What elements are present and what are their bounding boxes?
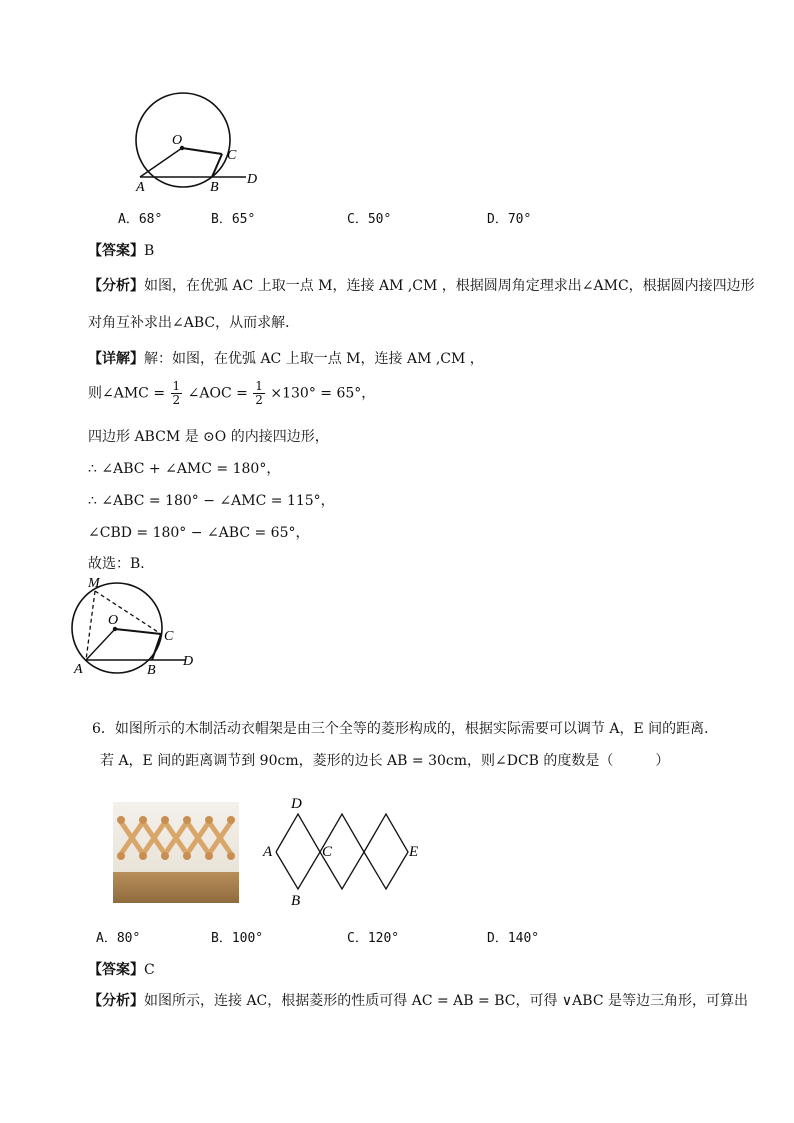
- q5-analysis-line2: 对角互补求出∠ABC，从而求解．: [88, 315, 300, 331]
- q5-option-d: D．70°: [487, 212, 532, 227]
- label-A: A: [136, 180, 145, 195]
- label-C: C: [322, 844, 333, 860]
- q5-detail-line: [88, 348, 484, 368]
- label-B: B: [291, 893, 301, 909]
- q5-answer-row: [88, 240, 154, 260]
- q5-option-c: C．50°: [347, 212, 392, 227]
- label-B: B: [210, 180, 219, 195]
- detail-tag: 【详解】: [88, 351, 144, 367]
- answer-tag: 【答案】: [88, 243, 144, 259]
- step1-mid: ∠AOC =: [187, 385, 248, 402]
- q6-analysis-line1: [88, 990, 748, 1010]
- q5-conclusion: 故选：B．: [88, 556, 155, 572]
- label-O: O: [172, 133, 183, 148]
- coat-rack-photo: [113, 802, 239, 903]
- answer-value: C: [144, 962, 155, 978]
- q6-stem-line2: 若 A，E 间的距离调节到 90cm，菱形的边长 AB = 30cm，则∠DCB 的度数是（ ）: [100, 753, 670, 769]
- answer-value: B: [144, 243, 155, 259]
- circle-figure-1: [126, 90, 276, 200]
- label-D: D: [183, 654, 194, 669]
- q5-option-a: A．68°: [118, 212, 163, 227]
- fraction-half-2: $\frac{1}{2}$: [255, 379, 263, 407]
- analysis-text-1: 如图，在优弧 AC 上取一点 M，连接 AM ,CM ，根据圆周角定理求出∠AMC，根据圆内接四边形: [144, 278, 755, 294]
- step1-post: ×130° = 65°，: [270, 385, 376, 402]
- label-C: C: [227, 148, 237, 163]
- analysis-text-1: 如图所示，连接 AC，根据菱形的性质可得 AC = AB = BC，可得 ∨ABC 是等边三角形，可算出: [144, 993, 748, 1009]
- label-O: O: [108, 613, 119, 628]
- answer-tag: 【答案】: [88, 962, 144, 978]
- analysis-tag: 【分析】: [88, 278, 144, 294]
- rhombus-diagram: [258, 792, 428, 912]
- q6-option-a: A．80°: [96, 931, 141, 946]
- q5-step4: ∴ ∠ABC = 180° − ∠AMC = 115°，: [88, 493, 335, 509]
- label-A: A: [263, 844, 273, 860]
- q5-step5: ∠CBD = 180° − ∠ABC = 65°，: [88, 525, 310, 541]
- label-M: M: [88, 576, 100, 591]
- q6-option-b: B．100°: [211, 931, 264, 946]
- circle-figure-2: [66, 572, 206, 682]
- label-D: D: [291, 796, 302, 812]
- label-B: B: [147, 663, 156, 678]
- label-C: C: [164, 629, 174, 644]
- fraction-half-1: $\frac{1}{2}$: [172, 379, 181, 407]
- label-A: A: [74, 662, 83, 677]
- label-E: E: [409, 844, 419, 860]
- detail-intro: 解：如图，在优弧 AC 上取一点 M，连接 AM ,CM ，: [144, 351, 484, 367]
- q6-stem-line1: 6．如图所示的木制活动衣帽架是由三个全等的菱形构成的，根据实际需要可以调节 A，E 间的距离．: [92, 721, 719, 737]
- q6-option-c: C．120°: [347, 931, 400, 946]
- analysis-tag: 【分析】: [88, 993, 144, 1009]
- q6-answer-row: [88, 959, 155, 979]
- q5-analysis-line1: [88, 275, 755, 295]
- q5-step3: ∴ ∠ABC + ∠AMC = 180°，: [88, 461, 281, 477]
- step1-pre: 则∠AMC =: [88, 385, 166, 402]
- q5-step2: 四边形 ABCM 是 ⊙O 的内接四边形，: [88, 429, 329, 445]
- q6-option-d: D．140°: [487, 931, 540, 946]
- label-D: D: [247, 172, 258, 187]
- q5-step1: [88, 380, 375, 407]
- q5-option-b: B．65°: [211, 212, 256, 227]
